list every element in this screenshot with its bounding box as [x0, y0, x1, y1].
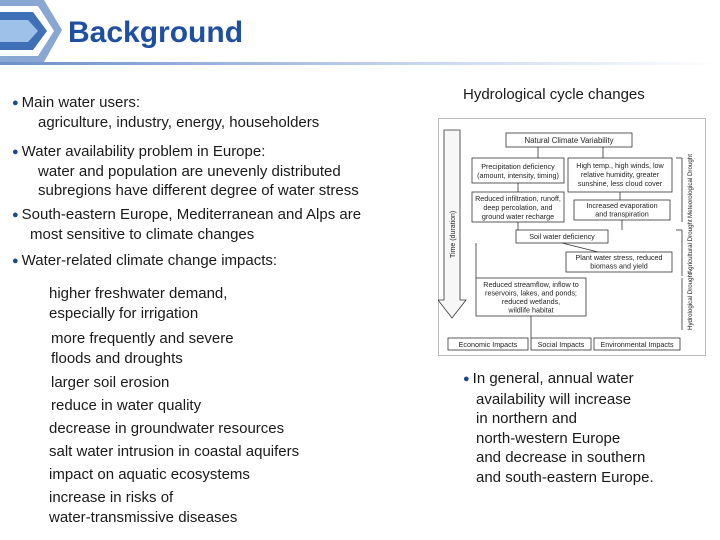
diagram-impact-environmental: Environmental Impacts [600, 340, 674, 349]
bullet-head: South-eastern Europe, Mediterranean and Alps are [21, 206, 362, 223]
impact-line: more frequently and severe [51, 330, 234, 347]
bullet-line: and south-eastern Europe. [476, 468, 654, 486]
title-divider [0, 62, 720, 65]
bullet-dot-icon: ● [463, 373, 470, 385]
diagram-impact-social: Social Impacts [537, 340, 585, 349]
bullet-head: Water-related climate change impacts: [21, 252, 278, 269]
diagram-plant-label: Plant water stress, reduced biomass and yield [575, 253, 663, 271]
diagram-streamflow-label: Reduced streamflow, inflow to reservoirs, lakes, and ponds; reduced wetlands, wildlife habitat [483, 280, 579, 315]
hydrological-cycle-diagram [438, 118, 706, 356]
bullet-water-availability [12, 142, 359, 200]
bullet-dot-icon: ● [12, 209, 19, 221]
diagram-top-label: Natural Climate Variability [524, 136, 614, 145]
diagram-precip-label: Precipitation deficiency (amount, intensity, timing) [477, 162, 559, 180]
impact-line: increase in risks of [49, 489, 174, 506]
impact-line: water-transmissive diseases [49, 509, 238, 526]
bullet-sensitive-regions [12, 205, 361, 244]
bullet-dot-icon: ● [12, 255, 19, 267]
bullet-line: north-western Europe [476, 429, 621, 447]
bullet-main-users [12, 93, 319, 132]
bullet-head: In general, annual water [472, 370, 634, 387]
impact-line: higher freshwater demand, [49, 285, 228, 302]
impact-line: impact on aquatic ecosystems [49, 466, 250, 483]
bullet-head: Water availability problem in Europe: [21, 143, 266, 160]
diagram-soil-label: Soil water deficiency [529, 232, 595, 241]
impact-line: especially for irrigation [49, 305, 199, 322]
impact-line: salt water intrusion in coastal aquifers [49, 443, 300, 460]
bullet-dot-icon: ● [12, 146, 19, 158]
bullet-impacts [12, 251, 277, 271]
impact-list [49, 329, 299, 528]
bullet-line: most sensitive to climate changes [30, 226, 255, 243]
corner-logo-icon [0, 0, 62, 62]
bullet-head: Main water users: [21, 94, 141, 111]
impact-irrigation [49, 284, 227, 324]
bullet-line: in northern and [476, 410, 577, 427]
impact-line: floods and droughts [51, 350, 183, 367]
bullet-line: water and population are unevenly distributed [38, 163, 341, 180]
impact-line: reduce in water quality [51, 397, 202, 414]
bullet-line: availability will increase [476, 390, 632, 408]
diagram-side-agricultural: Agricultural Drought [687, 219, 694, 274]
diagram-impact-economic: Economic Impacts [458, 340, 518, 349]
diagram-side-hydrological: Hydrological Drought [687, 272, 694, 330]
slide-title: Background [68, 16, 244, 49]
diagram-infiltration-label: Reduced infiltration, runoff, deep percolation, and ground water recharge [475, 194, 561, 221]
bullet-line: and decrease in southern [476, 449, 646, 466]
diagram-axis-time: Time (duration) [450, 210, 457, 258]
diagram-title: Hydrological cycle changes [463, 86, 645, 103]
diagram-evap-label: Increased evaporation and transpiration [586, 201, 658, 219]
bullet-annual-availability [463, 369, 654, 487]
diagram-hightemp-label: High temp., high winds, low relative humidity, greater sunshine, less cloud cover [576, 161, 664, 188]
bullet-line: subregions have different degree of water stress [38, 182, 359, 199]
impact-line: decrease in groundwater resources [49, 420, 285, 437]
bullet-line: agriculture, industry, energy, householders [38, 114, 320, 131]
bullet-dot-icon: ● [12, 97, 19, 109]
diagram-side-meteorological: Meteorological Drought [687, 154, 694, 218]
impact-line: larger soil erosion [51, 374, 170, 391]
